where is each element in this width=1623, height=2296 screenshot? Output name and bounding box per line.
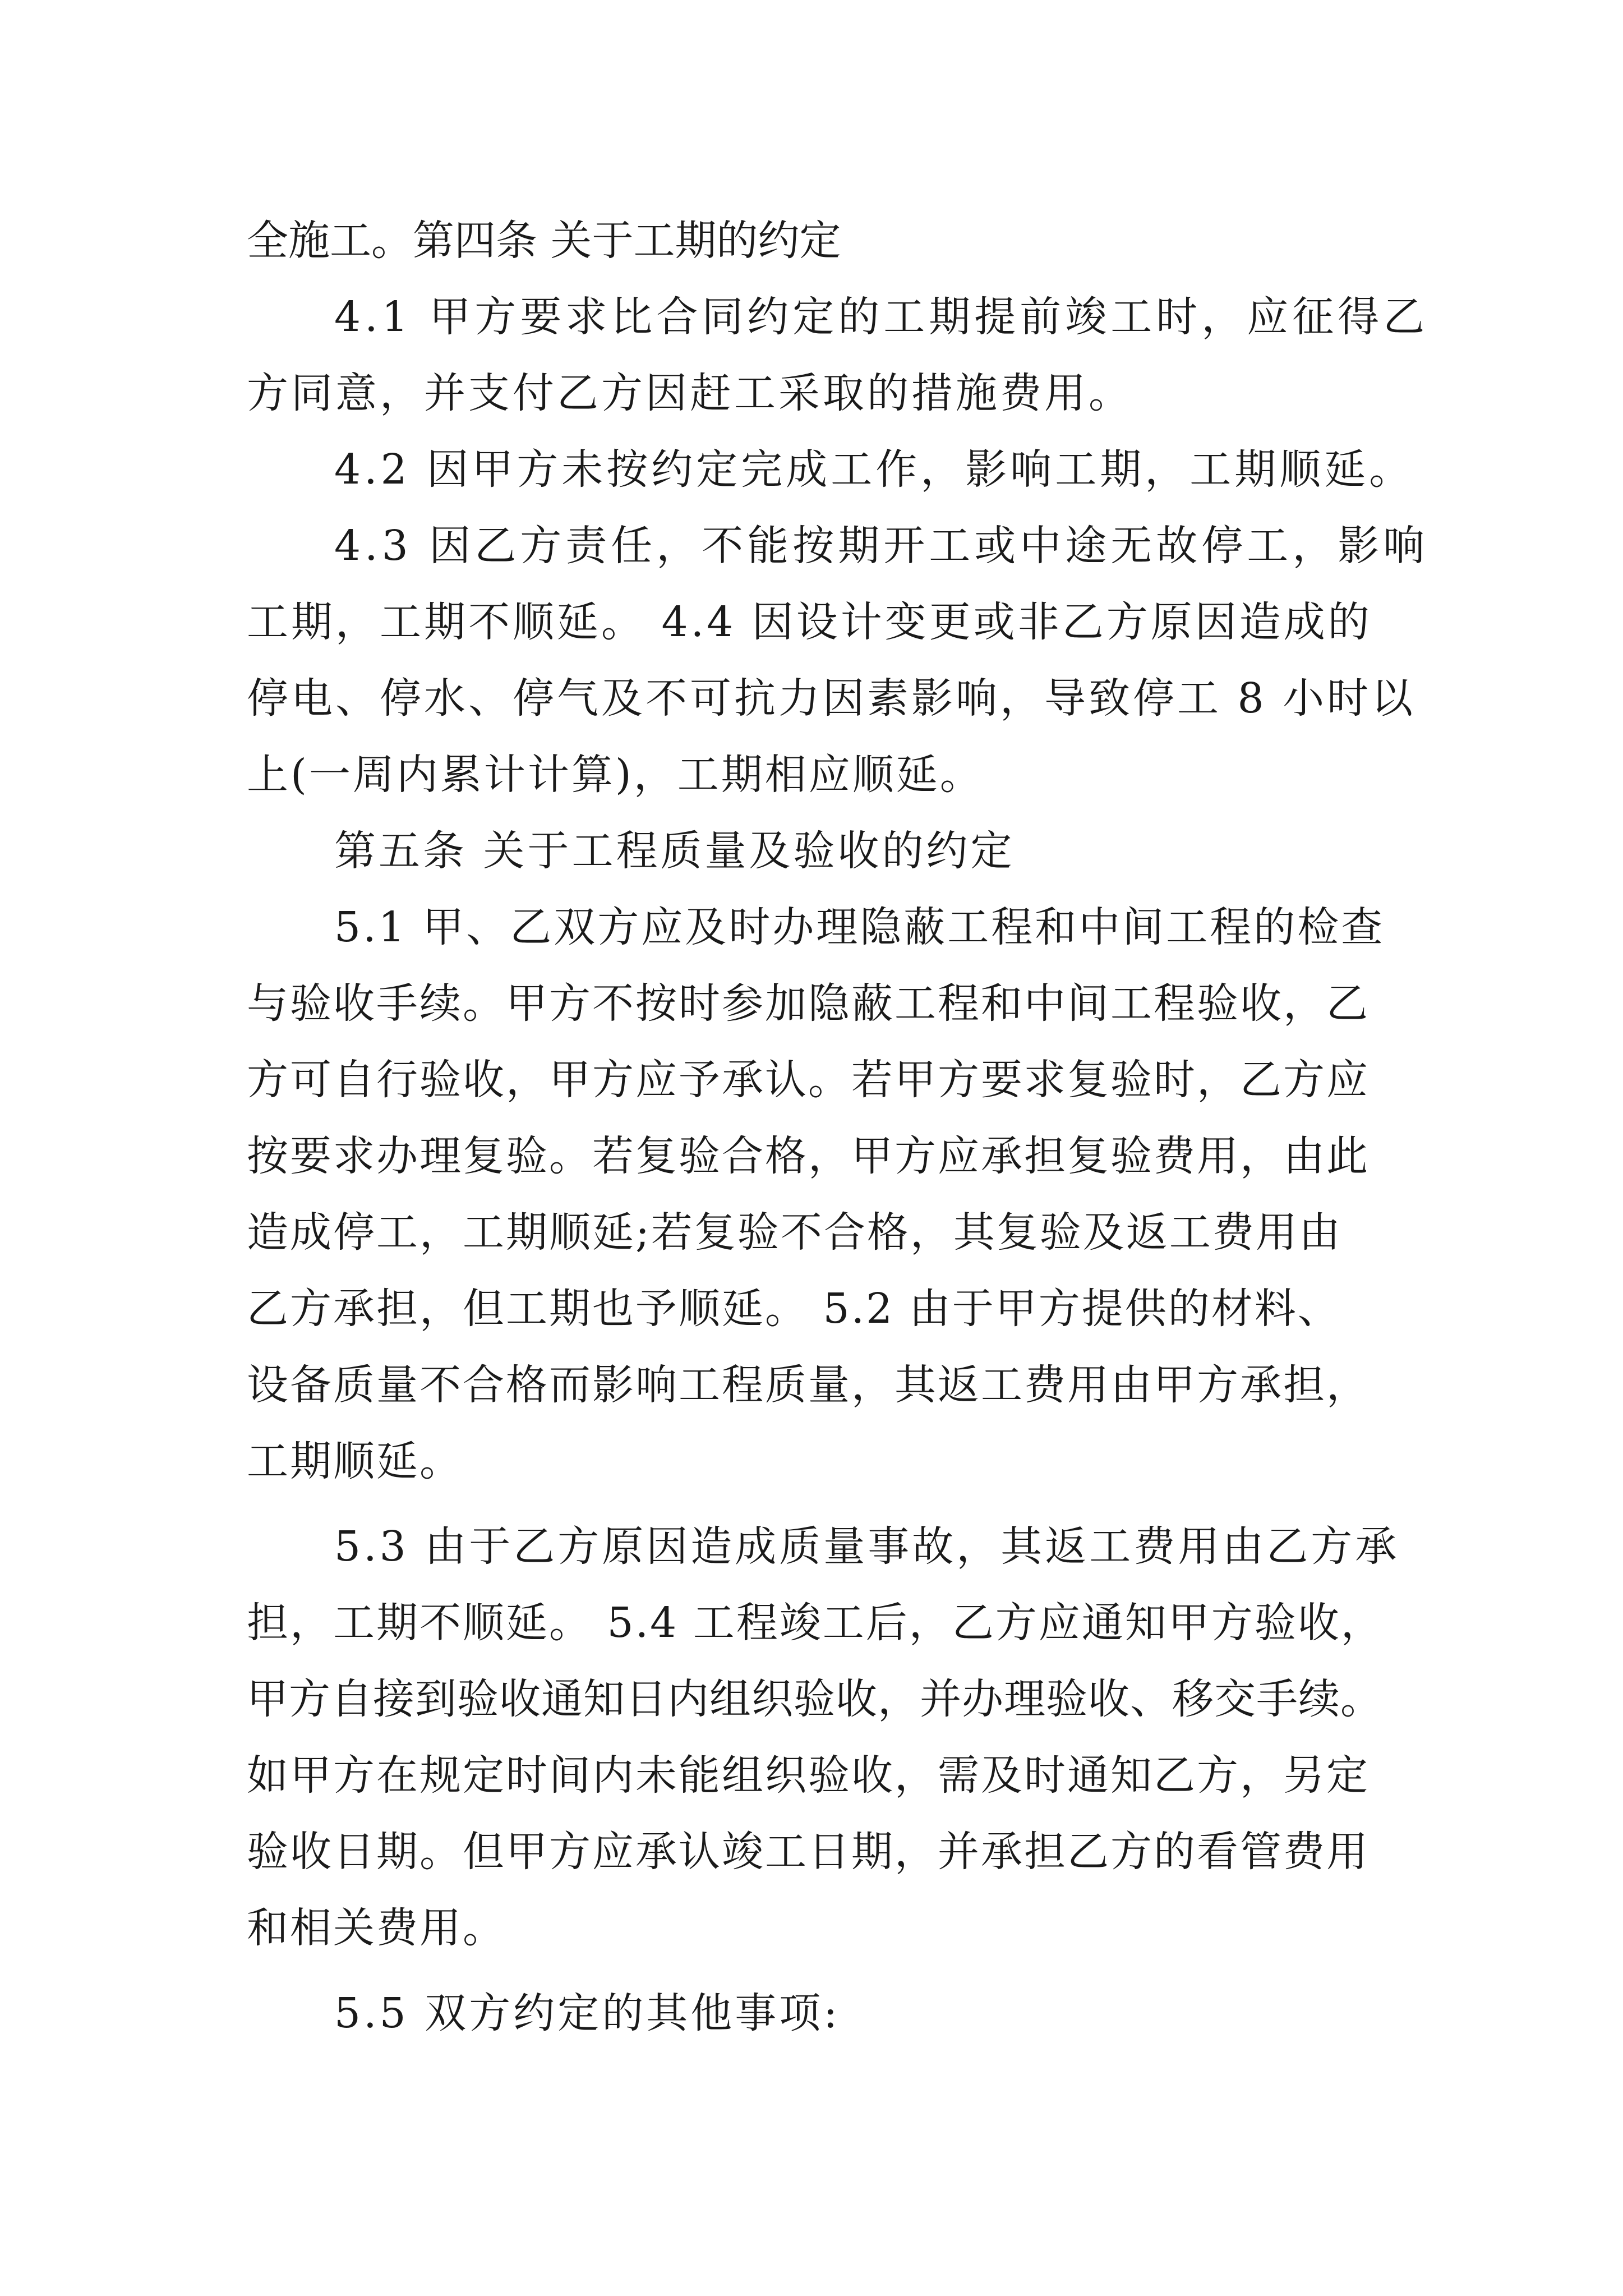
text-line: 按要求办理复验。若复验合格，甲方应承担复验费用，由此	[247, 1132, 1370, 1180]
text-line: 4.2 因甲方未按约定完成工作，影响工期，工期顺延。	[334, 445, 1414, 494]
text-line: 5.1 甲、乙双方应及时办理隐蔽工程和中间工程的检查	[334, 903, 1385, 951]
text-line: 如甲方在规定时间内未能组织验收，需及时通知乙方，另定	[247, 1751, 1370, 1800]
text-line: 方可自行验收，甲方应予承认。若甲方要求复验时，乙方应	[247, 1056, 1370, 1104]
text-line: 和相关费用。	[247, 1904, 506, 1952]
section-heading: 第五条 关于工程质量及验收的约定	[334, 827, 1015, 875]
text-line: 担，工期不顺延。 5.4 工程竣工后，乙方应通知甲方验收，	[247, 1599, 1384, 1647]
text-line: 与验收手续。甲方不按时参加隐蔽工程和中间工程验收，乙	[247, 979, 1370, 1028]
text-line: 5.5 双方约定的其他事项:	[334, 1989, 841, 2037]
text-line: 验收日期。但甲方应承认竣工日期，并承担乙方的看管费用	[247, 1828, 1370, 1876]
text-line: 甲方自接到验收通知日内组织验收，并办理验收、移交手续。	[247, 1675, 1382, 1723]
text-line: 工期，工期不顺延。 4.4 因设计变更或非乙方原因造成的	[247, 598, 1372, 646]
text-line: 上(一周内累计计算)，工期相应顺延。	[247, 751, 984, 799]
text-line: 工期顺延。	[247, 1437, 463, 1485]
text-line: 5.3 由于乙方原因造成质量事故，其返工费用由乙方承	[334, 1522, 1400, 1571]
text-line: 乙方承担，但工期也予顺延。 5.2 由于甲方提供的材料、	[247, 1285, 1341, 1333]
text-line: 4.1 甲方要求比合同约定的工期提前竣工时，应征得乙	[334, 293, 1429, 341]
text-line: 停电、停水、停气及不可抗力因素影响，导致停工 8 小时以	[247, 674, 1416, 723]
text-line: 设备质量不合格而影响工程质量，其返工费用由甲方承担，	[247, 1361, 1370, 1409]
text-line: 造成停工，工期顺延;若复验不合格，其复验及返工费用由	[247, 1208, 1342, 1257]
text-line: 4.3 因乙方责任，不能按期开工或中途无故停工，影响	[334, 522, 1429, 570]
text-line: 全施工。第四条 关于工期的约定	[247, 217, 841, 265]
text-line: 方同意，并支付乙方因赶工采取的措施费用。	[247, 369, 1133, 417]
